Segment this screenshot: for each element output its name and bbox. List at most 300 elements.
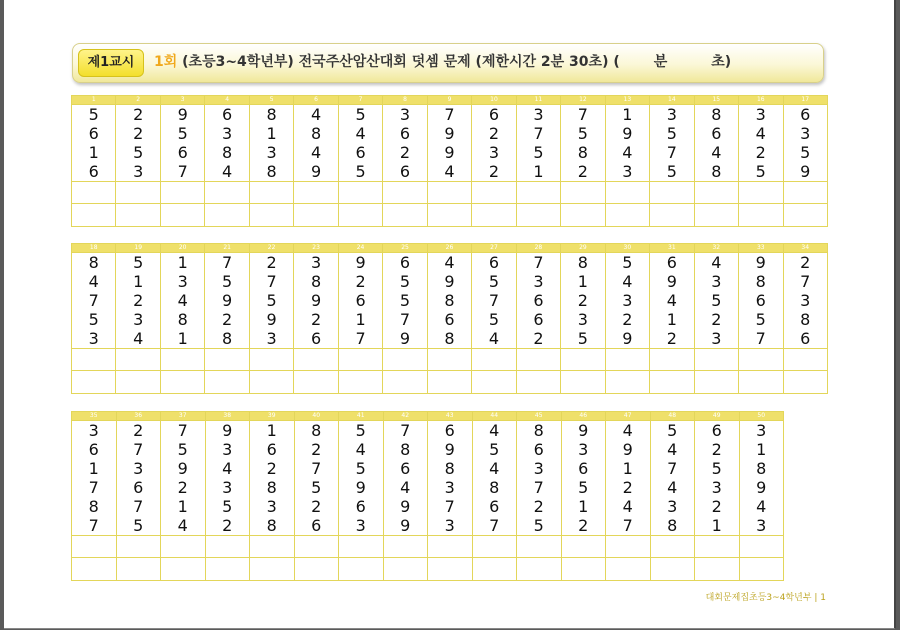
problem-column [161, 421, 206, 536]
answer-box-lower[interactable] [160, 371, 204, 394]
addend-digit: 3 [756, 516, 767, 535]
answer-box-lower[interactable] [116, 371, 160, 394]
answer-box-lower[interactable] [427, 204, 471, 227]
answer-box[interactable] [116, 536, 161, 558]
addend-digit: 8 [444, 329, 455, 348]
answer-box-lower[interactable] [605, 204, 649, 227]
problem-number: 43 [428, 412, 473, 421]
addend-digit: 7 [489, 516, 500, 535]
problem-column [783, 253, 828, 349]
problem-column [694, 105, 738, 182]
addend-digit: 8 [266, 478, 277, 497]
answer-box[interactable] [338, 182, 382, 204]
addend-digit: 3 [133, 310, 144, 329]
addend-digit: 6 [711, 124, 722, 143]
addend-digit: 8 [266, 162, 277, 181]
addend-digit: 4 [133, 329, 144, 348]
addend-digit: 9 [578, 421, 589, 440]
addend-digit: 9 [310, 162, 322, 181]
addend-digit: 3 [222, 440, 233, 459]
problem-column [338, 105, 382, 182]
addend-digit: 5 [88, 310, 99, 329]
problem-number: 42 [383, 412, 428, 421]
addend-digit: 1 [711, 516, 722, 535]
addend-digit: 4 [444, 253, 455, 272]
addend-digit: 4 [756, 497, 767, 516]
answer-box-lower[interactable] [294, 558, 339, 581]
answer-box[interactable] [427, 349, 471, 371]
addend-digit: 5 [711, 291, 722, 310]
addend-digit: 4 [666, 291, 677, 310]
minutes-label: 분 [653, 54, 668, 70]
addend-digit: 7 [444, 105, 455, 124]
addend-digit: 5 [177, 440, 188, 459]
addend-digit: 1 [666, 310, 677, 329]
addend-digit: 4 [355, 440, 366, 459]
answer-box-lower[interactable] [517, 558, 562, 581]
answer-box[interactable] [294, 349, 338, 371]
problem-column [695, 421, 740, 536]
addend-digit: 4 [177, 516, 188, 535]
problem-column [605, 253, 649, 349]
answer-box[interactable] [72, 182, 116, 204]
problem-column [694, 253, 738, 349]
answer-box[interactable] [783, 182, 828, 204]
addend-digit: 2 [622, 478, 633, 497]
addend-digit: 1 [355, 310, 366, 329]
answer-box-lower[interactable] [472, 204, 516, 227]
answer-box-lower[interactable] [650, 371, 694, 394]
answer-box-lower[interactable] [739, 204, 783, 227]
problem-number: 47 [606, 412, 651, 421]
problem-number: 35 [72, 412, 117, 421]
addend-digit: 9 [400, 497, 411, 516]
problem-column [517, 421, 562, 536]
answer-box[interactable] [383, 182, 427, 204]
addend-digit: 2 [711, 440, 722, 459]
addend-digit: 5 [355, 105, 366, 124]
answer-box-lower[interactable] [249, 371, 293, 394]
addend-digit: 5 [177, 124, 188, 143]
addend-digit: 9 [444, 143, 455, 162]
problem-number: 5 [249, 96, 293, 105]
answer-box-lower[interactable] [650, 204, 694, 227]
addend-digit: 1 [577, 272, 588, 291]
problem-number: 49 [695, 412, 740, 421]
answer-box[interactable] [650, 349, 694, 371]
answer-box[interactable] [250, 536, 295, 558]
problem-number: 41 [339, 412, 384, 421]
answer-box-lower[interactable] [294, 371, 338, 394]
problem-column [561, 105, 605, 182]
addend-digit: 2 [222, 516, 233, 535]
answer-box[interactable] [561, 349, 605, 371]
addend-digit: 8 [310, 272, 322, 291]
addend-digit: 1 [622, 459, 633, 478]
addend-digit: 6 [444, 421, 455, 440]
answer-box-lower[interactable] [561, 558, 606, 581]
problem-column [205, 105, 249, 182]
addend-digit: 3 [133, 459, 144, 478]
answer-box[interactable] [650, 182, 694, 204]
problem-column [339, 421, 384, 536]
answer-box-lower[interactable] [739, 371, 783, 394]
problem-number: 44 [472, 412, 517, 421]
addend-digit: 3 [444, 516, 455, 535]
answer-box[interactable] [205, 182, 249, 204]
problem-column [72, 421, 117, 536]
answer-box[interactable] [783, 349, 828, 371]
answer-box-lower[interactable] [694, 371, 738, 394]
answer-box-lower[interactable] [783, 371, 828, 394]
addend-digit: 6 [578, 459, 589, 478]
answer-box[interactable] [472, 349, 516, 371]
addend-digit: 7 [266, 272, 277, 291]
addend-digit: 5 [578, 478, 589, 497]
addend-digit: 7 [355, 329, 366, 348]
addend-digit: 3 [622, 162, 633, 181]
addend-digit: 7 [88, 291, 99, 310]
problem-number: 22 [249, 244, 293, 253]
addend-digit: 8 [266, 105, 277, 124]
answer-box[interactable] [605, 182, 649, 204]
addend-digit: 2 [177, 478, 188, 497]
answer-box-lower[interactable] [694, 204, 738, 227]
problem-number: 6 [294, 96, 338, 105]
answer-box-lower[interactable] [650, 558, 695, 581]
answer-box[interactable] [116, 182, 160, 204]
answer-box-lower[interactable] [739, 558, 784, 581]
addend-digit: 4 [488, 329, 500, 348]
addend-digit: 9 [444, 440, 455, 459]
problem-number: 9 [427, 96, 471, 105]
addend-digit: 7 [177, 421, 188, 440]
problem-number: 20 [160, 244, 204, 253]
problem-column [605, 105, 649, 182]
addend-digit: 5 [133, 516, 144, 535]
answer-box[interactable] [428, 536, 473, 558]
addend-digit: 4 [489, 421, 500, 440]
problem-number: 4 [205, 96, 249, 105]
addend-digit: 5 [488, 272, 500, 291]
addend-digit: 7 [399, 310, 411, 329]
addend-digit: 1 [133, 272, 144, 291]
problem-number: 17 [783, 96, 828, 105]
addend-digit: 3 [177, 272, 188, 291]
addend-digit: 5 [355, 162, 366, 181]
answer-box-lower[interactable] [427, 371, 471, 394]
answer-box-lower[interactable] [72, 204, 116, 227]
problem-number: 14 [650, 96, 694, 105]
answer-box-lower[interactable] [606, 558, 651, 581]
addend-digit: 8 [755, 272, 766, 291]
problem-column [294, 253, 338, 349]
addend-digit: 6 [800, 329, 811, 348]
answer-box[interactable] [72, 349, 116, 371]
addend-digit: 2 [355, 272, 366, 291]
problem-number: 48 [650, 412, 695, 421]
addend-digit: 3 [266, 329, 277, 348]
problem-number: 39 [250, 412, 295, 421]
answer-box-lower[interactable] [605, 371, 649, 394]
answer-box-lower[interactable] [383, 558, 428, 581]
addend-digit: 7 [755, 329, 766, 348]
addend-digit: 8 [444, 291, 455, 310]
addend-digit: 8 [489, 478, 500, 497]
problem-column [250, 421, 295, 536]
problem-number: 50 [739, 412, 784, 421]
problem-number: 29 [561, 244, 605, 253]
answer-box-lower[interactable] [783, 204, 828, 227]
addend-digit: 2 [488, 124, 500, 143]
problem-column [383, 421, 428, 536]
addend-digit: 6 [533, 440, 544, 459]
addend-digit: 6 [311, 516, 322, 535]
problem-column [606, 421, 651, 536]
problem-number: 12 [561, 96, 605, 105]
addend-digit: 3 [800, 124, 811, 143]
answer-box[interactable] [161, 536, 206, 558]
answer-box[interactable] [517, 536, 562, 558]
addend-digit: 9 [355, 478, 366, 497]
answer-box-lower[interactable] [250, 558, 295, 581]
addend-digit: 2 [533, 329, 544, 348]
answer-box-lower[interactable] [339, 558, 384, 581]
answer-box-lower[interactable] [516, 371, 560, 394]
addend-digit: 8 [177, 310, 188, 329]
problem-number: 36 [116, 412, 161, 421]
answer-box-lower[interactable] [205, 371, 249, 394]
problem-number: 23 [294, 244, 338, 253]
addend-digit: 2 [222, 310, 233, 329]
answer-box-lower[interactable] [205, 204, 249, 227]
answer-box[interactable] [739, 349, 783, 371]
problem-column [160, 253, 204, 349]
addend-digit: 2 [399, 143, 411, 162]
addend-digit: 3 [755, 105, 766, 124]
addend-digit: 8 [533, 421, 544, 440]
answer-box-lower[interactable] [472, 371, 516, 394]
problem-number: 19 [116, 244, 160, 253]
addend-digit: 7 [577, 105, 588, 124]
addend-digit: 4 [310, 105, 322, 124]
problem-column [72, 105, 116, 182]
answer-box[interactable] [472, 536, 517, 558]
addend-digit: 2 [266, 253, 277, 272]
answer-box[interactable] [516, 182, 560, 204]
answer-box[interactable] [72, 536, 117, 558]
addend-digit: 8 [222, 329, 233, 348]
answer-box[interactable] [739, 536, 784, 558]
answer-box-lower[interactable] [383, 371, 427, 394]
answer-box-lower[interactable] [161, 558, 206, 581]
addend-digit: 3 [667, 497, 678, 516]
problem-column [338, 253, 382, 349]
problem-number: 21 [205, 244, 249, 253]
addend-digit: 3 [88, 421, 99, 440]
answer-box[interactable] [205, 536, 250, 558]
seconds-label: 초) [711, 54, 732, 70]
answer-box[interactable] [339, 536, 384, 558]
addend-digit: 2 [133, 421, 144, 440]
addend-digit: 8 [266, 516, 277, 535]
addend-digit: 5 [755, 310, 766, 329]
problem-grid-2 [71, 243, 828, 394]
addend-digit: 6 [88, 124, 99, 143]
addend-digit: 2 [311, 440, 322, 459]
addend-digit: 2 [711, 497, 722, 516]
problem-number: 10 [472, 96, 516, 105]
problem-column [116, 105, 160, 182]
addend-digit: 6 [133, 478, 144, 497]
problem-number: 38 [205, 412, 250, 421]
problem-column [116, 253, 160, 349]
answer-box[interactable] [294, 182, 338, 204]
title-text: (초등3~4학년부) 전국주산암산대회 덧셈 문제 (제한시간 2분 30초) ( [182, 54, 620, 70]
answer-box-lower[interactable] [249, 204, 293, 227]
addend-digit: 5 [88, 105, 99, 124]
addend-digit: 5 [355, 421, 366, 440]
problem-number: 37 [161, 412, 206, 421]
answer-box[interactable] [694, 182, 738, 204]
addend-digit: 5 [533, 516, 544, 535]
addend-digit: 7 [133, 440, 144, 459]
problem-column [783, 105, 828, 182]
addend-digit: 3 [533, 105, 544, 124]
addend-digit: 9 [444, 124, 455, 143]
answer-box-lower[interactable] [160, 204, 204, 227]
addend-digit: 6 [266, 440, 277, 459]
answer-box[interactable] [160, 349, 204, 371]
answer-box[interactable] [606, 536, 651, 558]
addend-digit: 3 [266, 143, 277, 162]
answer-box[interactable] [516, 349, 560, 371]
addend-digit: 7 [222, 253, 233, 272]
answer-box[interactable] [205, 349, 249, 371]
addend-digit: 4 [711, 143, 722, 162]
addend-digit: 8 [711, 105, 722, 124]
addend-digit: 3 [488, 143, 500, 162]
problem-number: 27 [472, 244, 516, 253]
answer-box[interactable] [605, 349, 649, 371]
answer-box-lower[interactable] [338, 371, 382, 394]
addend-digit: 9 [622, 440, 633, 459]
addend-digit: 1 [266, 124, 277, 143]
answer-box-lower[interactable] [116, 204, 160, 227]
addend-digit: 3 [577, 310, 588, 329]
addend-digit: 5 [311, 478, 322, 497]
answer-box[interactable] [383, 536, 428, 558]
answer-box-lower[interactable] [472, 558, 517, 581]
answer-box-lower[interactable] [294, 204, 338, 227]
answer-box-lower[interactable] [205, 558, 250, 581]
addend-digit: 6 [355, 143, 366, 162]
worksheet-title [154, 50, 731, 74]
problem-column [116, 421, 161, 536]
addend-digit: 2 [755, 143, 766, 162]
addend-digit: 3 [133, 162, 144, 181]
answer-box-lower[interactable] [516, 204, 560, 227]
answer-box[interactable] [383, 349, 427, 371]
answer-box[interactable] [294, 536, 339, 558]
addend-digit: 3 [222, 478, 233, 497]
answer-box[interactable] [739, 182, 783, 204]
addend-digit: 1 [177, 497, 188, 516]
answer-box-lower[interactable] [695, 558, 740, 581]
answer-box-lower[interactable] [383, 204, 427, 227]
problem-column [383, 253, 427, 349]
problem-column [739, 253, 783, 349]
addend-digit: 3 [756, 421, 767, 440]
addend-digit: 5 [222, 272, 233, 291]
addend-digit: 6 [444, 310, 455, 329]
answer-box[interactable] [650, 536, 695, 558]
addend-digit: 6 [711, 421, 722, 440]
problem-number: 2 [116, 96, 160, 105]
answer-box-lower[interactable] [338, 204, 382, 227]
answer-box[interactable] [561, 536, 606, 558]
answer-box[interactable] [249, 182, 293, 204]
problem-number: 31 [650, 244, 694, 253]
addend-digit: 7 [88, 516, 99, 535]
addend-digit: 4 [667, 440, 678, 459]
addend-digit: 8 [311, 421, 322, 440]
addend-digit: 4 [444, 162, 455, 181]
problem-column [516, 253, 560, 349]
answer-box-lower[interactable] [72, 371, 116, 394]
problem-column [650, 105, 694, 182]
answer-box[interactable] [561, 182, 605, 204]
addend-digit: 3 [578, 440, 589, 459]
answer-box[interactable] [427, 182, 471, 204]
problem-column [739, 421, 784, 536]
addend-digit: 2 [577, 162, 588, 181]
answer-box[interactable] [249, 349, 293, 371]
addend-digit: 5 [399, 272, 411, 291]
answer-box[interactable] [694, 349, 738, 371]
addend-digit: 1 [266, 421, 277, 440]
addend-digit: 9 [177, 105, 188, 124]
addend-digit: 7 [800, 272, 811, 291]
problem-number: 3 [160, 96, 204, 105]
answer-box[interactable] [472, 182, 516, 204]
problem-column [249, 105, 293, 182]
addend-digit: 5 [489, 440, 500, 459]
answer-box-lower[interactable] [561, 204, 605, 227]
addend-digit: 7 [667, 459, 678, 478]
addend-digit: 5 [577, 124, 588, 143]
addend-digit: 8 [310, 124, 322, 143]
problem-number: 45 [517, 412, 562, 421]
answer-box[interactable] [116, 349, 160, 371]
addend-digit: 3 [666, 105, 677, 124]
answer-box-lower[interactable] [72, 558, 117, 581]
problem-column [650, 421, 695, 536]
addend-digit: 5 [755, 162, 766, 181]
answer-box-lower[interactable] [428, 558, 473, 581]
answer-box[interactable] [160, 182, 204, 204]
problem-column [427, 253, 471, 349]
answer-box-lower[interactable] [116, 558, 161, 581]
answer-box[interactable] [338, 349, 382, 371]
answer-box[interactable] [695, 536, 740, 558]
problem-column [383, 105, 427, 182]
answer-box-lower[interactable] [561, 371, 605, 394]
addend-digit: 6 [399, 124, 411, 143]
problem-column [472, 105, 516, 182]
addend-digit: 9 [666, 272, 677, 291]
addend-digit: 5 [622, 253, 633, 272]
